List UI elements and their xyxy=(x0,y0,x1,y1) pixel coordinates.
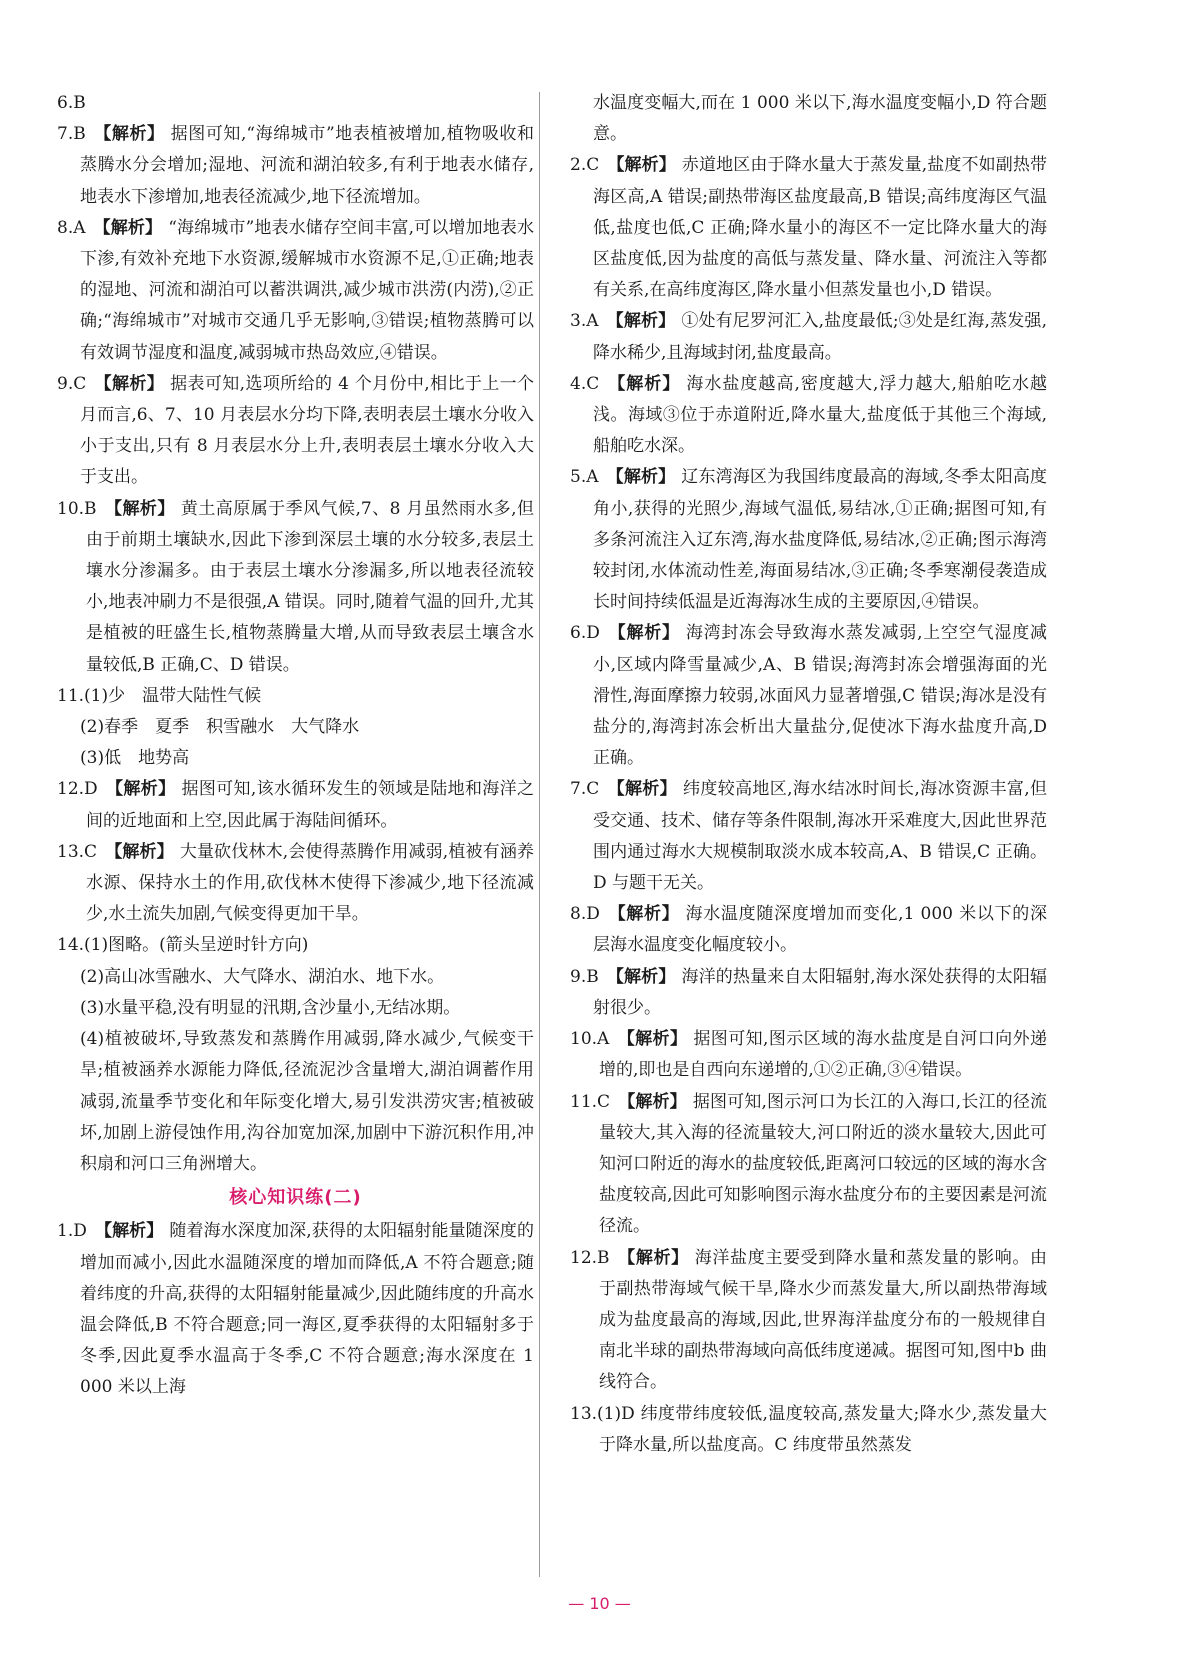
answer-text: 海水温度随深度增加而变化,1 000 米以下的深层海水温度变化幅度较小。 xyxy=(593,904,1047,956)
right-column xyxy=(570,88,1047,1461)
answer-number: 13.C xyxy=(57,841,98,862)
answer-number: 9.C xyxy=(57,373,87,394)
analysis-tag: 【解析】 xyxy=(617,1029,688,1050)
answer-text: 海洋盐度主要受到降水量和蒸发量的影响。由于副热带海域气候干旱,降水少而蒸发量大,所以副热带海域成为盐度最高的海域,因此,世界海洋盐度分布的一般规律自南北半球的副热带海域向高低纬度递减。据图可知,图中b 曲线符合。 xyxy=(599,1247,1048,1393)
answer-number: 2.C xyxy=(570,155,600,176)
analysis-tag: 【解析】 xyxy=(105,779,176,800)
section2-answer-13: 13.(1)D 纬度带纬度较低,温度较高,蒸发量大;降水少,蒸发量大于降水量,所以盐度高。C 纬度带虽然蒸发 xyxy=(570,1403,1047,1455)
answer-text: 辽东湾海区为我国纬度最高的海域,冬季太阳高度角小,获得的光照少,海域气温低,易结冰,①正确;据图可知,有多条河流注入辽东湾,海水盐度降低,易结冰,②正确;图示海湾较封闭,水体流动性差,海面易结冰,③正确;冬季寒潮侵袭造成长时间持续低温是近海海冰生成的主要原因,④错误。 xyxy=(593,467,1048,613)
answer-number: 12.B xyxy=(570,1247,610,1268)
answer-text: 黄土高原属于季风气候,7、8 月虽然雨水多,但由于前期土壤缺水,因此下渗到深层土壤的水分较多,表层土壤水分渗漏多。由于表层土壤水分渗漏多,所以地表径流较小,地表冲刷力不是很强,A 错误。同时,随着气温的回升,尤其是植被的旺盛生长,植物蒸腾量大增,从而导致表层土壤含水量较低,B 正确,C、D 错误。 xyxy=(86,498,535,675)
section2-answer-10 xyxy=(570,1024,1047,1086)
analysis-tag: 【解析】 xyxy=(105,841,174,862)
section2-answer-9 xyxy=(570,962,1047,1024)
answer-14-part-4: (4)植被破坏,导致蒸发和蒸腾作用减弱,降水减少,气候变干旱;植被涵养水源能力降低,径流泥沙含量增大,湖泊调蓄作用减弱,流量季节变化和年际变化增大,易引发洪涝灾害;植被破坏,加剧上游侵蚀作用,沟谷加宽加深,加剧中下游沉积作用,冲积扇和河口三角洲增大。 xyxy=(80,1029,534,1174)
answer-number: 1.D xyxy=(57,1221,87,1242)
answer-number: 8.D xyxy=(570,904,600,925)
section2-answer-4 xyxy=(570,369,1047,463)
answer-text: ①处有尼罗河汇入,盐度最低;③处是红海,蒸发强,降水稀少,且海域封闭,盐度最高。 xyxy=(593,311,1047,363)
answer-14-part-2: (2)高山冰雪融水、大气降水、湖泊水、地下水。 xyxy=(80,966,445,987)
answer-text: 据图可知,该水循环发生的领域是陆地和海洋之间的近地面和上空,因此属于海陆间循环。 xyxy=(86,779,535,831)
answer-text: 据图可知,图示区域的海水盐度是自河口向外递增的,即也是自西向东递增的,①②正确,③④错误。 xyxy=(599,1029,1048,1081)
analysis-tag: 【解析】 xyxy=(607,904,680,925)
section2-answer-5 xyxy=(570,462,1047,618)
analysis-tag: 【解析】 xyxy=(607,155,676,176)
answer-text: 海水盐度越高,密度越大,浮力越大,船舶吃水越浅。海域③位于赤道附近,降水量大,盐度低于其他三个海域,船舶吃水深。 xyxy=(593,373,1047,457)
answer-text: 据表可知,选项所给的 4 个月份中,相比于上一个月而言,6、7、10 月表层水分均下降,表明表层土壤水分收入小于支出,只有 8 月表层水分上升,表明表层土壤水分收入大于支出。 xyxy=(80,373,535,488)
section2-answer-6 xyxy=(570,618,1047,774)
analysis-tag: 【解析】 xyxy=(618,1091,687,1112)
answer-11-part-2: (2)春季 夏季 积雪融水 大气降水 xyxy=(80,717,360,738)
analysis-tag: 【解析】 xyxy=(606,966,676,987)
answer-text: 据图可知,“海绵城市”地表植被增加,植物吸收和蒸腾水分会增加;湿地、河流和湖泊较多,有利于地表水储存,地表水下渗增加,地表径流减少,地下径流增加。 xyxy=(80,124,534,207)
answer-text: 海洋的热量来自太阳辐射,海水深处获得的太阳辐射很少。 xyxy=(593,966,1048,1018)
answer-number: 12.D xyxy=(57,779,98,800)
answer-text: 随着海水深度加深,获得的太阳辐射能量随深度的增加而减小,因此水温随深度的增加而降低,A 不符合题意;随着纬度的升高,获得的太阳辐射能量减少,因此随纬度的升高水温会降低,B 不符合题意;同一海区,夏季获得的太阳辐射多于冬季,因此夏季水温高于冬季,C 不符合题意;海水深度在 1 000 米以上海 xyxy=(80,1221,535,1398)
analysis-tag: 【解析】 xyxy=(93,217,163,238)
answer-number: 7.B xyxy=(57,124,86,145)
answer-text: 赤道地区由于降水量大于蒸发量,盐度不如副热带海区高,A 错误;副热带海区盐度最高,B 错误;高纬度海区气温低,盐度也低,C 正确;降水量小的海区不一定比降水量大的海区盐度低,因为盐度的高低与蒸发量、降水量、河流注入等都有关系,在高纬度海区,降水量小但蒸发量也小,D 错误。 xyxy=(593,155,1048,301)
section2-answer-1 xyxy=(57,1216,534,1403)
answer-number: 6.D xyxy=(570,623,600,644)
analysis-tag: 【解析】 xyxy=(607,623,680,644)
section2-answer-11 xyxy=(570,1087,1047,1243)
answer-12 xyxy=(57,774,534,836)
answer-7 xyxy=(57,119,534,213)
section2-answer-1-continued: 水温度变幅大,而在 1 000 米以下,海水温度变幅小,D 符合题意。 xyxy=(593,93,1047,145)
answer-text: 海湾封冻会导致海水蒸发减弱,上空空气湿度减小,区域内降雪量减少,A、B 错误;海湾封冻会增强海面的光滑性,海面摩擦力较弱,冰面风力显著增强,C 错误;海冰是没有盐分的,海湾封冻会析出大量盐分,促使冰下海水盐度升高,D 正确。 xyxy=(593,623,1048,769)
answer-text: 据图可知,图示河口为长江的入海口,长江的径流量较大,其入海的径流量较大,河口附近的淡水量较大,因此可知河口附近的海水的盐度较低,距离河口较远的区域的海水含盐度较高,因此可知影响图示海水盐度分布的主要因素是河流径流。 xyxy=(599,1091,1047,1237)
answer-number: 3.A xyxy=(570,311,599,332)
section2-answer-7 xyxy=(570,774,1047,899)
answer-text: 纬度较高地区,海水结冰时间长,海冰资源丰富,但受交通、技术、储存等条件限制,海冰开采难度大,因此世界范围内通过海水大规模制取淡水成本较高,A、B 错误,C 正确。D 与题干无关。 xyxy=(593,779,1048,894)
answer-6 xyxy=(57,88,534,119)
answer-14-part-3: (3)水量平稳,没有明显的汛期,含沙量小,无结冰期。 xyxy=(80,997,461,1018)
answer-10 xyxy=(57,494,534,681)
analysis-tag: 【解析】 xyxy=(94,1221,164,1242)
analysis-tag: 【解析】 xyxy=(94,373,165,394)
page-number: — 10 — xyxy=(568,1594,631,1613)
answer-number: 6.B xyxy=(57,93,86,113)
answer-number: 10.B xyxy=(57,498,97,519)
answer-text: “海绵城市”地表水储存空间丰富,可以增加地表水下渗,有效补充地下水资源,缓解城市水资源不足,①正确;地表的湿地、河流和湖泊可以蓄洪调洪,减少城市洪涝(内涝),②正确;“海绵城市”对城市交通几乎无影响,③错误;植物蒸腾可以有效调节湿度和温度,减弱城市热岛效应,④错误。 xyxy=(80,217,534,363)
answer-number: 9.B xyxy=(570,966,599,987)
answer-11-part-3: (3)低 地势高 xyxy=(80,748,190,769)
answer-11-part-1: 11.(1)少 温带大陆性气候 xyxy=(57,685,262,706)
analysis-tag: 【解析】 xyxy=(606,311,676,332)
analysis-tag: 【解析】 xyxy=(607,373,681,394)
analysis-tag: 【解析】 xyxy=(104,498,175,519)
analysis-tag: 【解析】 xyxy=(93,124,165,145)
analysis-tag: 【解析】 xyxy=(607,779,678,800)
section2-answer-12 xyxy=(570,1243,1047,1399)
answer-number: 4.C xyxy=(570,373,600,394)
answer-text: 大量砍伐林木,会使得蒸腾作用减弱,植被有涵养水源、保持水土的作用,砍伐林木使得下渗减少,地下径流减少,水土流失加剧,气候变得更加干旱。 xyxy=(86,841,534,925)
answer-13 xyxy=(57,837,534,931)
section2-answer-2 xyxy=(570,150,1047,306)
analysis-tag: 【解析】 xyxy=(606,467,676,488)
answer-number: 10.A xyxy=(570,1029,610,1050)
section2-answer-8 xyxy=(570,899,1047,961)
answer-number: 5.A xyxy=(570,467,599,488)
answer-8 xyxy=(57,213,534,369)
answer-number: 11.C xyxy=(570,1091,611,1112)
analysis-tag: 【解析】 xyxy=(617,1247,689,1268)
section-title: 核心知识练(二) xyxy=(229,1187,362,1209)
column-divider xyxy=(539,92,540,1577)
answer-number: 7.C xyxy=(570,779,600,800)
answer-14-part-1: 14.(1)图略。(箭头呈逆时针方向) xyxy=(57,935,309,956)
left-column xyxy=(57,88,534,1404)
answer-9 xyxy=(57,369,534,494)
answer-number: 8.A xyxy=(57,217,86,238)
section2-answer-3 xyxy=(570,306,1047,368)
